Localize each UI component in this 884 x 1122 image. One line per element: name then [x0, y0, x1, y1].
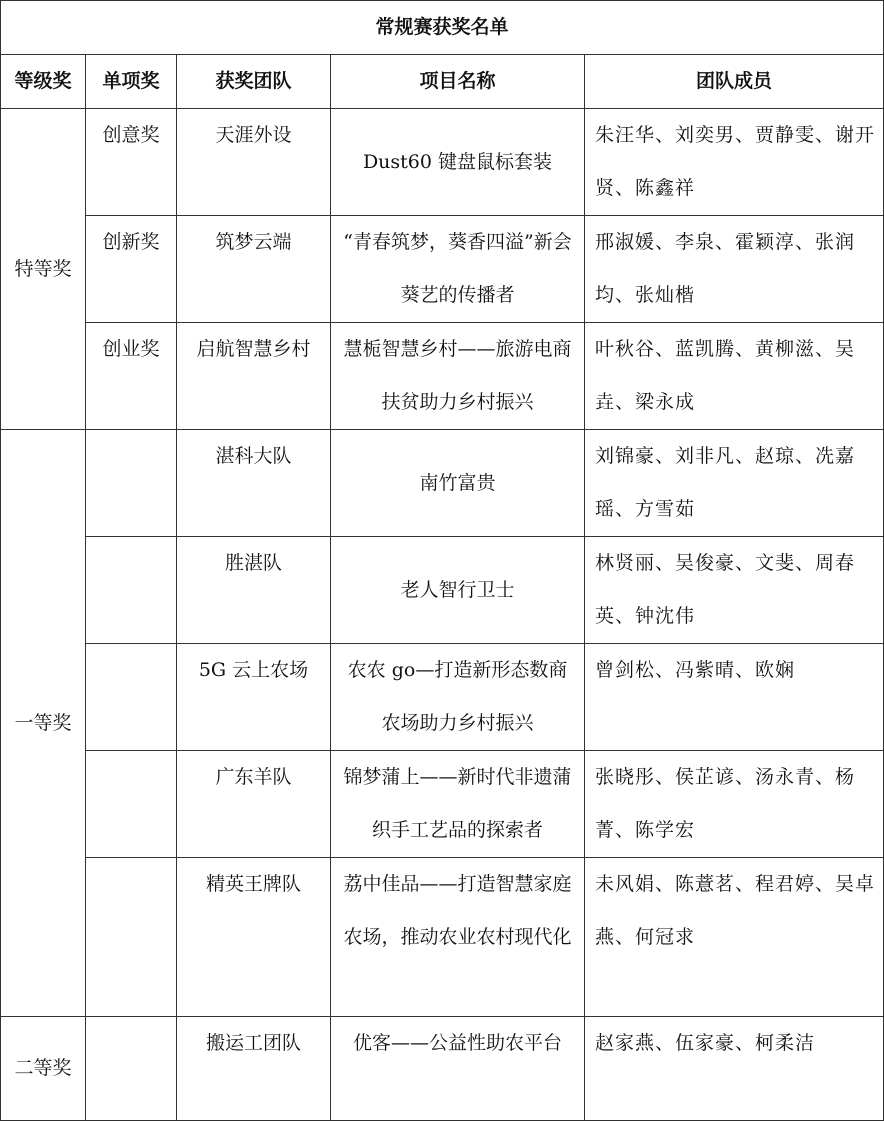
- grade-cell: 特等奖: [1, 109, 86, 430]
- members-cell: 张晓彤、侯芷谚、汤永青、杨菁、陈学宏: [585, 751, 884, 858]
- project-cell: Dust60 键盘鼠标套装: [331, 109, 585, 216]
- table-row: [1, 858, 884, 1017]
- members-cell: 曾剑松、冯紫晴、欧娴: [585, 644, 884, 751]
- header-project: 项目名称: [331, 55, 585, 109]
- team-cell: 广东羊队: [177, 751, 331, 858]
- team-cell: 启航智慧乡村: [177, 323, 331, 430]
- grade-cell: 二等奖: [1, 1017, 86, 1121]
- single-award-cell: [86, 430, 177, 537]
- header-members: 团队成员: [585, 55, 884, 109]
- single-award-cell: 创新奖: [86, 216, 177, 323]
- table-row: [1, 109, 884, 216]
- table-row: [1, 751, 884, 858]
- table-row: [1, 1017, 884, 1121]
- header-grade: 等级奖: [1, 55, 86, 109]
- table-row: [1, 430, 884, 537]
- table-row: [1, 537, 884, 644]
- members-cell: 赵家燕、伍家豪、柯柔洁: [585, 1017, 884, 1121]
- single-award-cell: [86, 751, 177, 858]
- team-cell: 搬运工团队: [177, 1017, 331, 1121]
- project-cell: 老人智行卫士: [331, 537, 585, 644]
- members-cell: 叶秋谷、蓝凯腾、黄柳滋、吴垚、梁永成: [585, 323, 884, 430]
- grade-cell: 一等奖: [1, 430, 86, 1017]
- single-award-cell: [86, 1017, 177, 1121]
- project-cell: 南竹富贵: [331, 430, 585, 537]
- project-cell: “青春筑梦，葵香四溢”新会葵艺的传播者: [331, 216, 585, 323]
- team-cell: 胜湛队: [177, 537, 331, 644]
- single-award-cell: 创业奖: [86, 323, 177, 430]
- table-row: [1, 216, 884, 323]
- members-cell: 刘锦豪、刘非凡、赵琼、冼嘉瑶、方雪茹: [585, 430, 884, 537]
- single-award-cell: [86, 644, 177, 751]
- table-title: 常规赛获奖名单: [1, 1, 884, 55]
- team-cell: 天涯外设: [177, 109, 331, 216]
- team-cell: 5G 云上农场: [177, 644, 331, 751]
- header-team: 获奖团队: [177, 55, 331, 109]
- single-award-cell: [86, 858, 177, 1017]
- project-cell: 锦梦蒲上——新时代非遗蒲织手工艺品的探索者: [331, 751, 585, 858]
- project-cell: 优客——公益性助农平台: [331, 1017, 585, 1121]
- members-cell: 林贤丽、吴俊豪、文斐、周春英、钟沈伟: [585, 537, 884, 644]
- single-award-cell: [86, 537, 177, 644]
- header-single-award: 单项奖: [86, 55, 177, 109]
- team-cell: 湛科大队: [177, 430, 331, 537]
- table-row: [1, 644, 884, 751]
- members-cell: 未风娟、陈薏茗、程君婷、吴卓燕、何冠求: [585, 858, 884, 1017]
- project-cell: 荔中佳品——打造智慧家庭农场，推动农业农村现代化: [331, 858, 585, 1017]
- table-row: [1, 323, 884, 430]
- single-award-cell: 创意奖: [86, 109, 177, 216]
- members-cell: 邢淑媛、李泉、霍颖淳、张润均、张灿楷: [585, 216, 884, 323]
- members-cell: 朱汪华、刘奕男、贾静雯、谢开贤、陈鑫祥: [585, 109, 884, 216]
- project-cell: 农农 go—打造新形态数商农场助力乡村振兴: [331, 644, 585, 751]
- project-cell: 慧栀智慧乡村——旅游电商扶贫助力乡村振兴: [331, 323, 585, 430]
- team-cell: 筑梦云端: [177, 216, 331, 323]
- team-cell: 精英王牌队: [177, 858, 331, 1017]
